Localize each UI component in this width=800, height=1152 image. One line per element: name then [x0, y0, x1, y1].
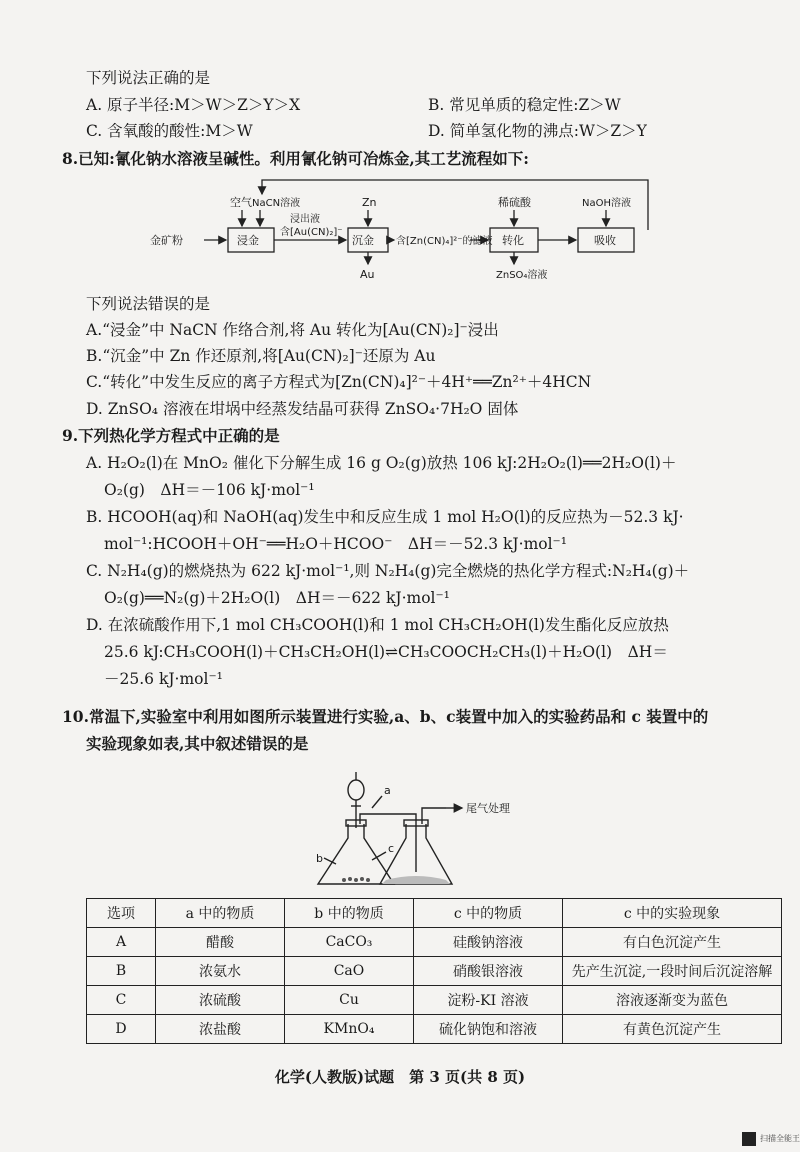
- q10-stem-line2: 实验现象如表,其中叙述错误的是: [86, 734, 309, 753]
- q9-option-a-line1: A. H₂O₂(l)在 MnO₂ 催化下分解生成 16 g O₂(g)放热 106 kJ:2H₂O₂(l)══2H₂O(l)＋: [86, 454, 677, 472]
- q9-option-c-line2: O₂(g)══N₂(g)＋2H₂O(l) ΔH＝－622 kJ·mol⁻¹: [104, 589, 450, 607]
- precip-label: 沉金: [352, 234, 374, 247]
- qr-code-icon: [742, 1132, 756, 1146]
- q7-prompt: 下列说法正确的是: [86, 69, 211, 87]
- label-c: c: [388, 842, 395, 855]
- q8-option-d: D. ZnSO₄ 溶液在坩埚中经蒸发结晶可获得 ZnSO₄·7H₂O 固体: [86, 400, 519, 418]
- cell: Cu: [285, 986, 414, 1015]
- cell: 有黄色沉淀产生: [563, 1015, 782, 1044]
- q8-option-a: A.“浸金”中 NaCN 作络合剂,将 Au 转化为[Au(CN)₂]⁻浸出: [86, 321, 499, 339]
- exhaust-label: 尾气处理: [466, 802, 510, 815]
- header-phenomenon: c 中的实验现象: [563, 899, 782, 928]
- table-row: [87, 1015, 782, 1044]
- header-a: a 中的物质: [156, 899, 285, 928]
- air-label: 空气: [230, 196, 252, 209]
- leachate-content-label: 含[Au(CN)₂]⁻: [280, 227, 343, 238]
- q7-option-b: B. 常见单质的稳定性:Z＞W: [428, 96, 621, 114]
- convert-label: 转化: [502, 234, 524, 247]
- q9-option-d-line1: D. 在浓硫酸作用下,1 mol CH₃COOH(l)和 1 mol CH₃CH₂OH(l)发生酯化反应放热: [86, 616, 669, 634]
- q10-stem-line1: 10.常温下,实验室中利用如图所示装置进行实验,a、b、c装置中加入的实验药品和 c 装置中的: [62, 707, 709, 726]
- label-a: a: [384, 784, 391, 797]
- nacn-label: NaCN溶液: [252, 198, 301, 209]
- q9-option-d-line2: 25.6 kJ:CH₃COOH(l)＋CH₃CH₂OH(l)⇌CH₃COOCH₂CH₃(l)＋H₂O(l) ΔH＝: [104, 643, 668, 661]
- naoh-label: NaOH溶液: [582, 198, 631, 209]
- cell: 有白色沉淀产生: [563, 928, 782, 957]
- cell: 硝酸银溶液: [414, 957, 563, 986]
- header-b: b 中的物质: [285, 899, 414, 928]
- cell: 浓硫酸: [156, 986, 285, 1015]
- filtrate-label: 含[Zn(CN)₄]²⁻的滤液: [396, 236, 493, 247]
- q7-option-c: C. 含氧酸的酸性:M＞W: [86, 122, 253, 140]
- cell: 淀粉-KI 溶液: [414, 986, 563, 1015]
- q10-table: [86, 898, 782, 1044]
- scanner-watermark: 扫描全能王: [760, 1134, 800, 1143]
- label-b: b: [316, 852, 323, 865]
- q7-option-d: D. 简单氢化物的沸点:W＞Z＞Y: [428, 122, 647, 140]
- table-header-row: [87, 899, 782, 928]
- q9-option-b-line2: mol⁻¹:HCOOH＋OH⁻══H₂O＋HCOO⁻ ΔH＝－52.3 kJ·mol⁻¹: [104, 535, 567, 553]
- absorb-label: 吸收: [594, 234, 616, 247]
- cell: 硅酸钠溶液: [414, 928, 563, 957]
- au-label: Au: [360, 268, 375, 281]
- header-c: c 中的物质: [414, 899, 563, 928]
- page-footer: 化学(人教版)试题 第 3 页(共 8 页): [274, 1068, 526, 1086]
- q9-option-c-line1: C. N₂H₄(g)的燃烧热为 622 kJ·mol⁻¹,则 N₂H₄(g)完全燃烧的热化学方程式:N₂H₄(g)＋: [86, 562, 690, 580]
- q7-option-a: A. 原子半径:M＞W＞Z＞Y＞X: [86, 96, 301, 114]
- q9-option-d-line3: －25.6 kJ·mol⁻¹: [104, 670, 223, 688]
- cell: 硫化钠饱和溶液: [414, 1015, 563, 1044]
- header-option: 选项: [87, 899, 156, 928]
- cell: CaO: [285, 957, 414, 986]
- q9-option-a-line2: O₂(g) ΔH＝－106 kJ·mol⁻¹: [104, 481, 315, 499]
- q8-flow-diagram: [150, 172, 670, 282]
- q10-apparatus: [296, 768, 556, 893]
- cell: D: [87, 1015, 156, 1044]
- cell: 醋酸: [156, 928, 285, 957]
- leachate-label: 浸出液: [290, 214, 320, 225]
- cell: C: [87, 986, 156, 1015]
- cell: 溶液逐渐变为蓝色: [563, 986, 782, 1015]
- cell: KMnO₄: [285, 1015, 414, 1044]
- table-row: [87, 957, 782, 986]
- separatory-funnel: [348, 780, 364, 800]
- gold-ore-label: 金矿粉: [150, 234, 183, 247]
- cell: A: [87, 928, 156, 957]
- zn-label: Zn: [362, 196, 377, 209]
- dilute-acid-label: 稀硫酸: [498, 196, 531, 209]
- cell: CaCO₃: [285, 928, 414, 957]
- cell: 浓盐酸: [156, 1015, 285, 1044]
- cell: 浓氨水: [156, 957, 285, 986]
- cell: 先产生沉淀,一段时间后沉淀溶解: [563, 957, 782, 986]
- q8-option-c: C.“转化”中发生反应的离子方程式为[Zn(CN)₄]²⁻＋4H⁺══Zn²⁺＋4HCN: [86, 373, 592, 391]
- table-row: [87, 986, 782, 1015]
- q8-prompt: 下列说法错误的是: [86, 295, 211, 313]
- cell: B: [87, 957, 156, 986]
- znso4-label: ZnSO₄溶液: [496, 270, 548, 281]
- q8-option-b: B.“沉金”中 Zn 作还原剂,将[Au(CN)₂]⁻还原为 Au: [86, 347, 436, 365]
- table-row: [87, 928, 782, 957]
- q9-option-b-line1: B. HCOOH(aq)和 NaOH(aq)发生中和反应生成 1 mol H₂O(l)的反应热为－52.3 kJ·: [86, 508, 684, 526]
- q8-stem: 8.已知:氰化钠水溶液呈碱性。利用氰化钠可冶炼金,其工艺流程如下:: [62, 149, 530, 168]
- leach-label: 浸金: [237, 234, 259, 247]
- q9-stem: 9.下列热化学方程式中正确的是: [62, 426, 280, 445]
